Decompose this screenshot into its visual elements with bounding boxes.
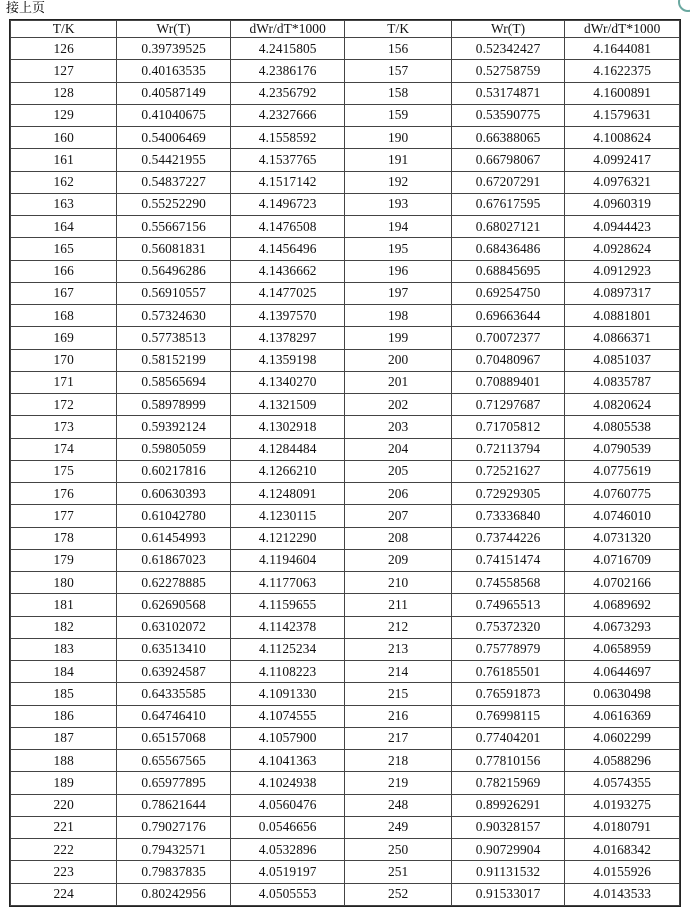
cell-dwr-dt: 4.1230115 bbox=[230, 505, 345, 527]
cell-wr: 0.79837835 bbox=[117, 861, 231, 883]
cell-temperature: 195 bbox=[345, 238, 451, 260]
corner-circle-icon bbox=[678, 0, 690, 12]
cell-wr: 0.53174871 bbox=[451, 82, 565, 104]
cell-wr: 0.70480967 bbox=[451, 349, 565, 371]
table-row bbox=[11, 104, 680, 126]
table-row bbox=[11, 216, 680, 238]
cell-temperature: 176 bbox=[11, 483, 117, 505]
cell-wr: 0.58565694 bbox=[117, 371, 231, 393]
cell-wr: 0.56496286 bbox=[117, 260, 231, 282]
cell-temperature: 203 bbox=[345, 416, 451, 438]
cell-wr: 0.62690568 bbox=[117, 594, 231, 616]
cell-temperature: 207 bbox=[345, 505, 451, 527]
cell-dwr-dt: 4.1266210 bbox=[230, 460, 345, 482]
cell-temperature: 219 bbox=[345, 772, 451, 794]
cell-dwr-dt: 4.1436662 bbox=[230, 260, 345, 282]
table-row bbox=[11, 82, 680, 104]
cell-wr: 0.54006469 bbox=[117, 127, 231, 149]
cell-wr: 0.52758759 bbox=[451, 60, 565, 82]
cell-wr: 0.61867023 bbox=[117, 549, 231, 571]
cell-temperature: 174 bbox=[11, 438, 117, 460]
cell-temperature: 157 bbox=[345, 60, 451, 82]
table-row bbox=[11, 460, 680, 482]
cell-temperature: 199 bbox=[345, 327, 451, 349]
cell-wr: 0.56910557 bbox=[117, 282, 231, 304]
cell-temperature: 222 bbox=[11, 839, 117, 861]
cell-wr: 0.71297687 bbox=[451, 394, 565, 416]
cell-wr: 0.69254750 bbox=[451, 282, 565, 304]
cell-dwr-dt: 4.1579631 bbox=[565, 104, 680, 126]
cell-dwr-dt: 4.0658959 bbox=[565, 638, 680, 660]
table-row bbox=[11, 794, 680, 816]
cell-temperature: 158 bbox=[345, 82, 451, 104]
cell-temperature: 159 bbox=[345, 104, 451, 126]
cell-dwr-dt: 4.0560476 bbox=[230, 794, 345, 816]
table-row bbox=[11, 149, 680, 171]
cell-temperature: 127 bbox=[11, 60, 117, 82]
cell-temperature: 172 bbox=[11, 394, 117, 416]
cell-wr: 0.66798067 bbox=[451, 149, 565, 171]
cell-wr: 0.74558568 bbox=[451, 572, 565, 594]
table-row bbox=[11, 394, 680, 416]
cell-dwr-dt: 4.0760775 bbox=[565, 483, 680, 505]
cell-dwr-dt: 4.1108223 bbox=[230, 661, 345, 683]
cell-dwr-dt: 4.0912923 bbox=[565, 260, 680, 282]
cell-dwr-dt: 4.1041363 bbox=[230, 750, 345, 772]
table-row bbox=[11, 238, 680, 260]
cell-wr: 0.69663644 bbox=[451, 305, 565, 327]
cell-wr: 0.78215969 bbox=[451, 772, 565, 794]
table-row bbox=[11, 661, 680, 683]
cell-wr: 0.77404201 bbox=[451, 727, 565, 749]
cell-dwr-dt: 4.0790539 bbox=[565, 438, 680, 460]
cell-temperature: 204 bbox=[345, 438, 451, 460]
cell-temperature: 175 bbox=[11, 460, 117, 482]
cell-temperature: 224 bbox=[11, 883, 117, 906]
cell-temperature: 163 bbox=[11, 193, 117, 215]
cell-wr: 0.73744226 bbox=[451, 527, 565, 549]
cell-wr: 0.65567565 bbox=[117, 750, 231, 772]
cell-dwr-dt: 4.0976321 bbox=[565, 171, 680, 193]
cell-dwr-dt: 4.0616369 bbox=[565, 705, 680, 727]
cell-dwr-dt: 4.0143533 bbox=[565, 883, 680, 906]
table-row bbox=[11, 683, 680, 705]
table-row bbox=[11, 616, 680, 638]
cell-temperature: 129 bbox=[11, 104, 117, 126]
cell-dwr-dt: 4.1496723 bbox=[230, 193, 345, 215]
cell-wr: 0.76998115 bbox=[451, 705, 565, 727]
table-row bbox=[11, 60, 680, 82]
cell-wr: 0.61454993 bbox=[117, 527, 231, 549]
cell-wr: 0.60630393 bbox=[117, 483, 231, 505]
cell-temperature: 206 bbox=[345, 483, 451, 505]
cell-wr: 0.75778979 bbox=[451, 638, 565, 660]
cell-dwr-dt: 4.2415805 bbox=[230, 38, 345, 60]
cell-dwr-dt: 4.1074555 bbox=[230, 705, 345, 727]
cell-temperature: 250 bbox=[345, 839, 451, 861]
cell-temperature: 156 bbox=[345, 38, 451, 60]
cell-temperature: 190 bbox=[345, 127, 451, 149]
cell-dwr-dt: 4.0644697 bbox=[565, 661, 680, 683]
cell-wr: 0.62278885 bbox=[117, 572, 231, 594]
cell-temperature: 202 bbox=[345, 394, 451, 416]
table-row bbox=[11, 193, 680, 215]
cell-dwr-dt: 4.1456496 bbox=[230, 238, 345, 260]
cell-wr: 0.72521627 bbox=[451, 460, 565, 482]
cell-wr: 0.91533017 bbox=[451, 883, 565, 906]
cell-dwr-dt: 4.1558592 bbox=[230, 127, 345, 149]
cell-wr: 0.74151474 bbox=[451, 549, 565, 571]
cell-wr: 0.58978999 bbox=[117, 394, 231, 416]
cell-wr: 0.40163535 bbox=[117, 60, 231, 82]
cell-dwr-dt: 4.1177063 bbox=[230, 572, 345, 594]
cell-dwr-dt: 4.0805538 bbox=[565, 416, 680, 438]
cell-temperature: 249 bbox=[345, 816, 451, 838]
cell-temperature: 187 bbox=[11, 727, 117, 749]
cell-dwr-dt: 4.0716709 bbox=[565, 549, 680, 571]
cell-dwr-dt: 4.0532896 bbox=[230, 839, 345, 861]
cell-wr: 0.68436486 bbox=[451, 238, 565, 260]
cell-temperature: 251 bbox=[345, 861, 451, 883]
cell-dwr-dt: 4.0588296 bbox=[565, 750, 680, 772]
table-row bbox=[11, 171, 680, 193]
cell-wr: 0.65977895 bbox=[117, 772, 231, 794]
cell-wr: 0.90729904 bbox=[451, 839, 565, 861]
cell-temperature: 211 bbox=[345, 594, 451, 616]
cell-temperature: 193 bbox=[345, 193, 451, 215]
table-row bbox=[11, 750, 680, 772]
table-row bbox=[11, 705, 680, 727]
cell-temperature: 191 bbox=[345, 149, 451, 171]
cell-wr: 0.55252290 bbox=[117, 193, 231, 215]
cell-wr: 0.59805059 bbox=[117, 438, 231, 460]
cell-dwr-dt: 4.1091330 bbox=[230, 683, 345, 705]
cell-dwr-dt: 4.1302918 bbox=[230, 416, 345, 438]
table-row bbox=[11, 438, 680, 460]
cell-dwr-dt: 4.0881801 bbox=[565, 305, 680, 327]
cell-wr: 0.58152199 bbox=[117, 349, 231, 371]
cell-dwr-dt: 4.1517142 bbox=[230, 171, 345, 193]
cell-temperature: 180 bbox=[11, 572, 117, 594]
cell-dwr-dt: 4.1008624 bbox=[565, 127, 680, 149]
table-row bbox=[11, 861, 680, 883]
cell-temperature: 167 bbox=[11, 282, 117, 304]
table-row bbox=[11, 349, 680, 371]
cell-dwr-dt: 4.0746010 bbox=[565, 505, 680, 527]
table-row bbox=[11, 572, 680, 594]
table-row bbox=[11, 38, 680, 60]
cell-dwr-dt: 4.0897317 bbox=[565, 282, 680, 304]
cell-temperature: 188 bbox=[11, 750, 117, 772]
cell-temperature: 218 bbox=[345, 750, 451, 772]
continued-caption: 接上页 bbox=[6, 1, 46, 16]
table-row bbox=[11, 505, 680, 527]
cell-wr: 0.68027121 bbox=[451, 216, 565, 238]
cell-dwr-dt: 4.0960319 bbox=[565, 193, 680, 215]
cell-temperature: 248 bbox=[345, 794, 451, 816]
cell-temperature: 198 bbox=[345, 305, 451, 327]
cell-temperature: 171 bbox=[11, 371, 117, 393]
cell-temperature: 178 bbox=[11, 527, 117, 549]
cell-temperature: 185 bbox=[11, 683, 117, 705]
cell-dwr-dt: 4.1321509 bbox=[230, 394, 345, 416]
cell-dwr-dt: 4.1477025 bbox=[230, 282, 345, 304]
cell-temperature: 197 bbox=[345, 282, 451, 304]
cell-dwr-dt: 4.1600891 bbox=[565, 82, 680, 104]
column-header-dwr-dt: dWr/dT*1000 bbox=[230, 21, 345, 38]
cell-temperature: 217 bbox=[345, 727, 451, 749]
cell-dwr-dt: 4.1644081 bbox=[565, 38, 680, 60]
cell-temperature: 161 bbox=[11, 149, 117, 171]
cell-wr: 0.39739525 bbox=[117, 38, 231, 60]
cell-wr: 0.79027176 bbox=[117, 816, 231, 838]
cell-dwr-dt: 4.0928624 bbox=[565, 238, 680, 260]
cell-wr: 0.63924587 bbox=[117, 661, 231, 683]
table-row bbox=[11, 594, 680, 616]
cell-wr: 0.72929305 bbox=[451, 483, 565, 505]
cell-dwr-dt: 4.1537765 bbox=[230, 149, 345, 171]
cell-dwr-dt: 4.1194604 bbox=[230, 549, 345, 571]
table-row bbox=[11, 127, 680, 149]
cell-temperature: 192 bbox=[345, 171, 451, 193]
cell-temperature: 126 bbox=[11, 38, 117, 60]
table-body bbox=[11, 38, 680, 906]
cell-temperature: 214 bbox=[345, 661, 451, 683]
column-header-temperature: T/K bbox=[11, 21, 117, 38]
table-row bbox=[11, 638, 680, 660]
cell-temperature: 213 bbox=[345, 638, 451, 660]
cell-dwr-dt: 4.1359198 bbox=[230, 349, 345, 371]
table-row bbox=[11, 839, 680, 861]
cell-wr: 0.71705812 bbox=[451, 416, 565, 438]
cell-dwr-dt: 4.0193275 bbox=[565, 794, 680, 816]
cell-dwr-dt: 4.0820624 bbox=[565, 394, 680, 416]
cell-temperature: 252 bbox=[345, 883, 451, 906]
cell-dwr-dt: 4.0519197 bbox=[230, 861, 345, 883]
cell-wr: 0.73336840 bbox=[451, 505, 565, 527]
table-row bbox=[11, 816, 680, 838]
cell-dwr-dt: 4.0702166 bbox=[565, 572, 680, 594]
cell-dwr-dt: 4.2356792 bbox=[230, 82, 345, 104]
cell-dwr-dt: 4.0835787 bbox=[565, 371, 680, 393]
cell-wr: 0.89926291 bbox=[451, 794, 565, 816]
cell-dwr-dt: 4.1248091 bbox=[230, 483, 345, 505]
column-header-dwr-dt: dWr/dT*1000 bbox=[565, 21, 680, 38]
cell-wr: 0.77810156 bbox=[451, 750, 565, 772]
column-header-wr: Wr(T) bbox=[451, 21, 565, 38]
cell-temperature: 221 bbox=[11, 816, 117, 838]
cell-dwr-dt: 4.0731320 bbox=[565, 527, 680, 549]
cell-dwr-dt: 4.1622375 bbox=[565, 60, 680, 82]
cell-wr: 0.57324630 bbox=[117, 305, 231, 327]
cell-wr: 0.79432571 bbox=[117, 839, 231, 861]
table-row bbox=[11, 549, 680, 571]
cell-temperature: 165 bbox=[11, 238, 117, 260]
cell-temperature: 128 bbox=[11, 82, 117, 104]
cell-dwr-dt: 4.1476508 bbox=[230, 216, 345, 238]
cell-dwr-dt: 4.1397570 bbox=[230, 305, 345, 327]
cell-wr: 0.66388065 bbox=[451, 127, 565, 149]
cell-wr: 0.65157068 bbox=[117, 727, 231, 749]
cell-temperature: 223 bbox=[11, 861, 117, 883]
cell-dwr-dt: 4.1212290 bbox=[230, 527, 345, 549]
cell-temperature: 201 bbox=[345, 371, 451, 393]
cell-dwr-dt: 4.1057900 bbox=[230, 727, 345, 749]
cell-temperature: 177 bbox=[11, 505, 117, 527]
cell-dwr-dt: 4.0673293 bbox=[565, 616, 680, 638]
cell-dwr-dt: 4.2327666 bbox=[230, 104, 345, 126]
table-row bbox=[11, 727, 680, 749]
column-header-temperature: T/K bbox=[345, 21, 451, 38]
cell-wr: 0.57738513 bbox=[117, 327, 231, 349]
data-table-container bbox=[9, 19, 681, 907]
cell-dwr-dt: 4.0851037 bbox=[565, 349, 680, 371]
cell-temperature: 209 bbox=[345, 549, 451, 571]
cell-temperature: 179 bbox=[11, 549, 117, 571]
table-row bbox=[11, 527, 680, 549]
cell-temperature: 182 bbox=[11, 616, 117, 638]
cell-dwr-dt: 4.1159655 bbox=[230, 594, 345, 616]
table-row bbox=[11, 371, 680, 393]
cell-wr: 0.41040675 bbox=[117, 104, 231, 126]
cell-temperature: 162 bbox=[11, 171, 117, 193]
cell-dwr-dt: 4.2386176 bbox=[230, 60, 345, 82]
cell-wr: 0.75372320 bbox=[451, 616, 565, 638]
cell-temperature: 186 bbox=[11, 705, 117, 727]
cell-wr: 0.55667156 bbox=[117, 216, 231, 238]
cell-temperature: 196 bbox=[345, 260, 451, 282]
cell-temperature: 169 bbox=[11, 327, 117, 349]
cell-temperature: 200 bbox=[345, 349, 451, 371]
cell-temperature: 164 bbox=[11, 216, 117, 238]
table-row bbox=[11, 282, 680, 304]
cell-dwr-dt: 4.0574355 bbox=[565, 772, 680, 794]
cell-wr: 0.70889401 bbox=[451, 371, 565, 393]
cell-dwr-dt: 4.0155926 bbox=[565, 861, 680, 883]
cell-dwr-dt: 4.1284484 bbox=[230, 438, 345, 460]
table-row bbox=[11, 416, 680, 438]
cell-dwr-dt: 4.0602299 bbox=[565, 727, 680, 749]
cell-dwr-dt: 4.0180791 bbox=[565, 816, 680, 838]
cell-temperature: 205 bbox=[345, 460, 451, 482]
resistance-ratio-table bbox=[10, 20, 680, 906]
table-row bbox=[11, 260, 680, 282]
cell-wr: 0.64746410 bbox=[117, 705, 231, 727]
cell-temperature: 208 bbox=[345, 527, 451, 549]
cell-wr: 0.68845695 bbox=[451, 260, 565, 282]
cell-wr: 0.70072377 bbox=[451, 327, 565, 349]
cell-dwr-dt: 4.0168342 bbox=[565, 839, 680, 861]
cell-temperature: 170 bbox=[11, 349, 117, 371]
table-row bbox=[11, 772, 680, 794]
cell-wr: 0.54421955 bbox=[117, 149, 231, 171]
cell-dwr-dt: 4.0866371 bbox=[565, 327, 680, 349]
cell-dwr-dt: 4.0992417 bbox=[565, 149, 680, 171]
cell-wr: 0.63513410 bbox=[117, 638, 231, 660]
cell-temperature: 215 bbox=[345, 683, 451, 705]
cell-dwr-dt: 4.0944423 bbox=[565, 216, 680, 238]
cell-temperature: 210 bbox=[345, 572, 451, 594]
table-row bbox=[11, 305, 680, 327]
cell-temperature: 194 bbox=[345, 216, 451, 238]
table-row bbox=[11, 483, 680, 505]
cell-temperature: 160 bbox=[11, 127, 117, 149]
cell-wr: 0.63102072 bbox=[117, 616, 231, 638]
cell-wr: 0.67207291 bbox=[451, 171, 565, 193]
cell-wr: 0.74965513 bbox=[451, 594, 565, 616]
cell-dwr-dt: 4.0689692 bbox=[565, 594, 680, 616]
cell-temperature: 173 bbox=[11, 416, 117, 438]
cell-wr: 0.40587149 bbox=[117, 82, 231, 104]
cell-dwr-dt: 4.1340270 bbox=[230, 371, 345, 393]
cell-temperature: 220 bbox=[11, 794, 117, 816]
cell-wr: 0.67617595 bbox=[451, 193, 565, 215]
cell-wr: 0.76591873 bbox=[451, 683, 565, 705]
cell-temperature: 181 bbox=[11, 594, 117, 616]
table-header-row bbox=[11, 21, 680, 38]
cell-wr: 0.72113794 bbox=[451, 438, 565, 460]
cell-temperature: 212 bbox=[345, 616, 451, 638]
cell-wr: 0.54837227 bbox=[117, 171, 231, 193]
cell-dwr-dt: 0.0546656 bbox=[230, 816, 345, 838]
cell-wr: 0.80242956 bbox=[117, 883, 231, 906]
cell-wr: 0.90328157 bbox=[451, 816, 565, 838]
cell-wr: 0.52342427 bbox=[451, 38, 565, 60]
cell-dwr-dt: 4.0505553 bbox=[230, 883, 345, 906]
cell-dwr-dt: 4.1142378 bbox=[230, 616, 345, 638]
cell-temperature: 183 bbox=[11, 638, 117, 660]
cell-wr: 0.60217816 bbox=[117, 460, 231, 482]
cell-wr: 0.59392124 bbox=[117, 416, 231, 438]
table-row bbox=[11, 327, 680, 349]
cell-wr: 0.64335585 bbox=[117, 683, 231, 705]
cell-wr: 0.91131532 bbox=[451, 861, 565, 883]
cell-temperature: 166 bbox=[11, 260, 117, 282]
cell-wr: 0.53590775 bbox=[451, 104, 565, 126]
cell-temperature: 168 bbox=[11, 305, 117, 327]
cell-wr: 0.76185501 bbox=[451, 661, 565, 683]
column-header-wr: Wr(T) bbox=[117, 21, 231, 38]
cell-temperature: 184 bbox=[11, 661, 117, 683]
cell-temperature: 189 bbox=[11, 772, 117, 794]
cell-wr: 0.56081831 bbox=[117, 238, 231, 260]
cell-dwr-dt: 4.1378297 bbox=[230, 327, 345, 349]
cell-dwr-dt: 4.1125234 bbox=[230, 638, 345, 660]
table-row bbox=[11, 883, 680, 906]
cell-wr: 0.61042780 bbox=[117, 505, 231, 527]
cell-dwr-dt: 4.0775619 bbox=[565, 460, 680, 482]
cell-dwr-dt: 4.1024938 bbox=[230, 772, 345, 794]
cell-wr: 0.78621644 bbox=[117, 794, 231, 816]
cell-dwr-dt: 0.0630498 bbox=[565, 683, 680, 705]
cell-temperature: 216 bbox=[345, 705, 451, 727]
